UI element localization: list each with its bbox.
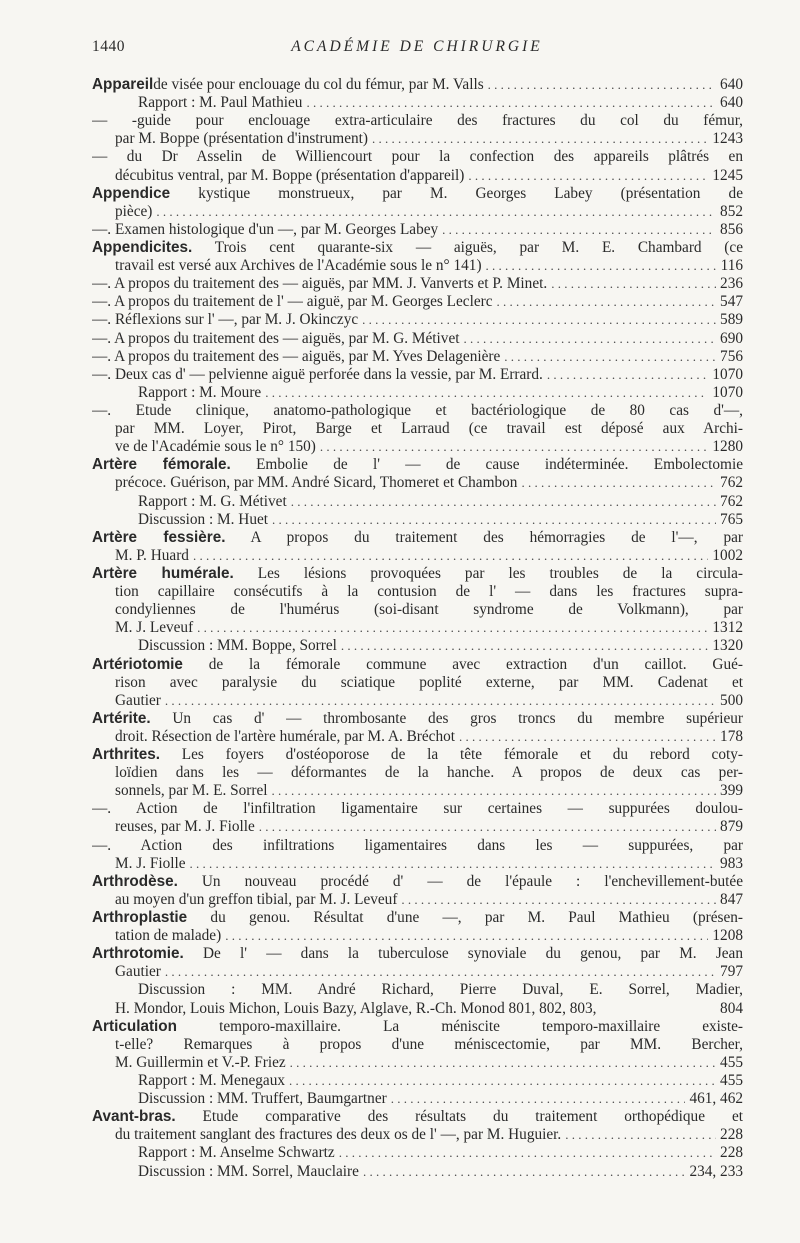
entry-text: Rapport : M. Menegaux bbox=[138, 1072, 285, 1090]
entry-text: reuses, par M. J. Fiolle bbox=[115, 818, 255, 836]
entry-text: —. Action de l'infiltration ligamentaire sur certaines — suppurées doulou- bbox=[92, 800, 743, 818]
entry-line bbox=[92, 293, 743, 311]
entry-line bbox=[92, 637, 743, 655]
dot-leader bbox=[272, 782, 717, 800]
journal-title: ACADÉMIE DE CHIRURGIE bbox=[291, 38, 543, 55]
entry-line bbox=[92, 348, 743, 366]
entry-heading-line bbox=[92, 909, 743, 927]
page-reference: 1070 bbox=[712, 383, 743, 401]
entry-text: kystique monstrueux, par M. Georges Labey (présentation de bbox=[170, 184, 743, 202]
dot-leader bbox=[504, 348, 716, 366]
dot-leader bbox=[362, 311, 716, 329]
entry-text: du genou. Résultat d'une —, par M. Paul Mathieu (présen- bbox=[187, 909, 743, 927]
dot-leader bbox=[265, 384, 708, 402]
dot-leader bbox=[459, 728, 716, 746]
page-reference: 500 bbox=[720, 691, 743, 709]
entry-line bbox=[92, 148, 743, 166]
entry-text: tion capillaire consécutifs à la contusion de l' — dans les fractures supra- bbox=[115, 583, 743, 601]
entry-line bbox=[92, 384, 743, 402]
entry-text: — -guide pour enclouage extra-articulaire des fractures du col du fémur, bbox=[92, 112, 743, 130]
entry-text: M. J. Fiolle bbox=[115, 854, 186, 872]
entry-line bbox=[92, 420, 743, 438]
entry-text: Un nouveau procédé d' — de l'épaule : l'enchevillement-butée bbox=[177, 872, 743, 890]
dot-leader bbox=[488, 76, 716, 94]
entry-line bbox=[92, 1163, 743, 1181]
dot-leader bbox=[306, 94, 716, 112]
page-reference: 234, 233 bbox=[689, 1162, 743, 1180]
dot-leader bbox=[190, 855, 717, 873]
entry-heading: Arthrotomie. bbox=[92, 945, 184, 963]
entry-line bbox=[92, 1054, 743, 1072]
entry-text: —. A propos du traitement des — aiguës, par M. Yves Delagenière bbox=[92, 347, 501, 365]
entry-line bbox=[92, 1072, 743, 1090]
entry-heading-line bbox=[92, 1108, 743, 1126]
index-entry bbox=[92, 909, 743, 945]
dot-leader bbox=[547, 366, 709, 384]
entry-text: Un cas d' — thrombosante des gros troncs du membre supérieur bbox=[150, 709, 743, 727]
entry-text: Discussion : MM. Truffert, Baumgartner bbox=[138, 1090, 387, 1108]
dot-leader bbox=[401, 891, 716, 909]
dot-leader bbox=[551, 275, 716, 293]
entry-heading-line bbox=[92, 185, 743, 203]
entry-text: temporo-maxillaire. La méniscite temporo-maxillaire existe- bbox=[176, 1017, 743, 1035]
entry-text: Rapport : M. Anselme Schwartz bbox=[138, 1144, 335, 1162]
page-number: 1440 bbox=[92, 38, 125, 55]
entry-heading: Arthroplastie bbox=[92, 909, 188, 927]
entry-text: condyliennes de l'humérus (soi-disant syndrome de Volkmann), par bbox=[115, 601, 743, 619]
dot-leader bbox=[165, 963, 716, 981]
entry-text: Rapport : M. G. Métivet bbox=[138, 492, 287, 510]
index-entry bbox=[92, 873, 743, 909]
entry-line bbox=[92, 167, 743, 185]
entry-line bbox=[92, 981, 743, 999]
dot-leader bbox=[486, 257, 717, 275]
page-reference: 852 bbox=[720, 202, 743, 220]
entry-text: De l' — dans la tuberculose synoviale du genou, par M. Jean bbox=[183, 945, 743, 963]
index-entry bbox=[92, 710, 743, 746]
dot-leader bbox=[193, 547, 708, 565]
page-reference: 547 bbox=[720, 293, 743, 311]
dot-leader bbox=[291, 493, 716, 511]
entry-text: au moyen d'un greffon tibial, par M. J. Leveuf bbox=[115, 890, 398, 908]
entry-heading: Artère humérale. bbox=[92, 564, 234, 582]
index-entry bbox=[92, 1108, 743, 1180]
index-entry bbox=[92, 1018, 743, 1109]
dot-leader bbox=[442, 221, 716, 239]
index-entry bbox=[92, 746, 743, 873]
entry-text: pièce) bbox=[115, 202, 153, 220]
entry-line bbox=[92, 837, 743, 855]
entry-text: —. Action des infiltrations ligamentaires dans les — suppurées, par bbox=[92, 836, 743, 854]
entry-heading-line bbox=[92, 873, 743, 891]
page-reference: 589 bbox=[720, 311, 743, 329]
entry-line bbox=[92, 311, 743, 329]
entry-line bbox=[92, 601, 743, 619]
page-reference: 640 bbox=[720, 94, 743, 112]
index-entry bbox=[92, 456, 743, 528]
entry-text: —. A propos du traitement des — aiguës, par M. G. Métivet bbox=[92, 329, 460, 347]
page-reference: 116 bbox=[720, 257, 743, 275]
entry-text: Discussion : M. Huet bbox=[138, 510, 269, 528]
dot-leader bbox=[464, 330, 717, 348]
entry-line bbox=[92, 257, 743, 275]
page-reference: 690 bbox=[720, 329, 743, 347]
running-head bbox=[92, 38, 742, 60]
dot-leader bbox=[197, 619, 708, 637]
page-reference: 797 bbox=[720, 963, 743, 981]
dot-leader bbox=[565, 1126, 716, 1144]
dot-leader bbox=[259, 818, 716, 836]
entry-line bbox=[92, 674, 743, 692]
entry-line bbox=[92, 275, 743, 293]
page-reference: 178 bbox=[720, 727, 743, 745]
page-reference: 640 bbox=[720, 76, 743, 93]
entry-text: Discussion : MM. Sorrel, Mauclaire bbox=[138, 1162, 359, 1180]
entry-text: —. A propos du traitement des — aiguës, par MM. J. Vanverts et P. Minet. bbox=[92, 275, 548, 293]
entry-text: Rapport : M. Paul Mathieu bbox=[138, 94, 303, 112]
entry-heading-line bbox=[92, 529, 743, 547]
entry-text: sonnels, par M. E. Sorrel bbox=[115, 782, 268, 800]
dot-leader bbox=[521, 474, 716, 492]
page-reference: 236 bbox=[720, 275, 743, 293]
entry-text: t-elle? Remarques à propos d'une méniscectomie, par MM. Bercher, bbox=[115, 1035, 743, 1053]
entry-line bbox=[92, 366, 743, 384]
entry-text: travail est versé aux Archives de l'Académie sous le n° 141) bbox=[115, 257, 482, 275]
entry-heading: Avant-bras. bbox=[92, 1108, 176, 1126]
page-reference: 1002 bbox=[712, 546, 743, 564]
entry-line bbox=[92, 927, 743, 945]
entry-text: M. P. Huard bbox=[115, 546, 189, 564]
index-entry bbox=[92, 565, 743, 656]
page-reference: 762 bbox=[720, 492, 743, 510]
entry-line bbox=[92, 493, 743, 511]
entry-heading-line bbox=[92, 565, 743, 583]
entry-line bbox=[92, 547, 743, 565]
entry-text: décubitus ventral, par M. Boppe (présentation d'appareil) bbox=[115, 166, 465, 184]
entry-heading: Articulation bbox=[92, 1017, 177, 1035]
page-reference: 1243 bbox=[712, 130, 743, 148]
page-reference: 804 bbox=[720, 999, 743, 1017]
entry-text: par MM. Loyer, Pirot, Barge et Larraud (ce travail est déposé aux Archi- bbox=[115, 420, 743, 438]
dot-leader bbox=[272, 511, 716, 529]
dot-leader bbox=[156, 203, 716, 221]
page-reference: 1208 bbox=[712, 927, 743, 945]
index-entry bbox=[92, 529, 743, 565]
index-entry bbox=[92, 945, 743, 1017]
entry-line bbox=[92, 692, 743, 710]
entry-text: —. Examen histologique d'un —, par M. Georges Labey bbox=[92, 220, 439, 238]
dot-leader bbox=[290, 1054, 716, 1072]
entry-line bbox=[92, 203, 743, 221]
page-reference: 461, 462 bbox=[689, 1090, 743, 1108]
entry-line bbox=[92, 583, 743, 601]
page-reference: 1280 bbox=[712, 438, 743, 456]
dot-leader bbox=[391, 1090, 686, 1108]
entry-text: rison avec paralysie du sciatique poplité externe, par MM. Cadenat et bbox=[115, 673, 743, 691]
dot-leader bbox=[165, 692, 716, 710]
entry-line bbox=[92, 891, 743, 909]
entry-line bbox=[92, 94, 743, 112]
entry-line bbox=[92, 764, 743, 782]
page-reference: 1320 bbox=[712, 637, 743, 655]
entry-text: par M. Boppe (présentation d'instrument) bbox=[115, 130, 368, 148]
entry-text: H. Mondor, Louis Michon, Louis Bazy, Alglave, R.-Ch. Monod 801, 802, 803, bbox=[115, 999, 597, 1017]
entry-line bbox=[92, 800, 743, 818]
page-reference: 455 bbox=[720, 1053, 743, 1071]
entry-heading-line bbox=[92, 239, 743, 257]
entry-line bbox=[92, 963, 743, 981]
entry-heading: Arthrites. bbox=[92, 746, 160, 764]
page-reference: 765 bbox=[720, 510, 743, 528]
entry-text: de la fémorale commune avec extraction d'un caillot. Gué- bbox=[182, 655, 743, 673]
entry-text: Rapport : M. Moure bbox=[138, 383, 262, 401]
entry-text: —. A propos du traitement de l' — aiguë, par M. Georges Leclerc bbox=[92, 293, 493, 311]
dot-leader bbox=[341, 637, 709, 655]
entry-text: Discussion : MM. Boppe, Sorrel bbox=[138, 637, 337, 655]
entry-line bbox=[92, 1036, 743, 1054]
entry-line bbox=[92, 728, 743, 746]
entry-text: Embolie de l' — de cause indéterminée. Embolectomie bbox=[230, 456, 743, 474]
entry-text: précoce. Guérison, par MM. André Sicard, Thomeret et Chambon bbox=[115, 474, 518, 492]
page-reference: 847 bbox=[720, 890, 743, 908]
entry-text: loïdien dans les — déformantes de la hanche. A propos de deux cas per- bbox=[115, 764, 743, 782]
entry-text: Discussion : MM. André Richard, Pierre Duval, E. Sorrel, Madier, bbox=[138, 981, 743, 999]
entry-line bbox=[92, 1090, 743, 1108]
page-reference: 856 bbox=[720, 220, 743, 238]
entry-line bbox=[92, 511, 743, 529]
entry-text: du traitement sanglant des fractures des deux os de l' —, par M. Huguier. bbox=[115, 1126, 562, 1144]
entry-heading-line bbox=[92, 456, 743, 474]
entry-heading-line bbox=[92, 76, 743, 94]
entry-text: Trois cent quarante-six — aiguës, par M. E. Chambard (ce bbox=[192, 238, 743, 256]
page-reference: 455 bbox=[720, 1072, 743, 1090]
entry-line bbox=[92, 221, 743, 239]
entry-line bbox=[92, 1126, 743, 1144]
entry-text: Gautier bbox=[115, 963, 161, 981]
entry-heading: Appendice bbox=[92, 184, 171, 202]
entry-line bbox=[92, 782, 743, 800]
dot-leader bbox=[372, 130, 708, 148]
entry-heading-line bbox=[92, 656, 743, 674]
entry-line bbox=[92, 438, 743, 456]
entry-heading-line bbox=[92, 710, 743, 728]
dot-leader bbox=[289, 1072, 716, 1090]
page-reference: 756 bbox=[720, 347, 743, 365]
index-entry bbox=[92, 76, 743, 185]
page-reference: 1312 bbox=[712, 619, 743, 637]
entry-line bbox=[92, 112, 743, 130]
dot-leader bbox=[225, 927, 708, 945]
entry-heading: Arthrodèse. bbox=[92, 872, 178, 890]
entry-heading: Appareil bbox=[92, 76, 154, 93]
entry-heading: Artérite. bbox=[92, 709, 151, 727]
entry-text: —. Réflexions sur l' —, par M. J. Okinczyc bbox=[92, 311, 359, 329]
entry-heading-line bbox=[92, 945, 743, 963]
page-reference: 1070 bbox=[712, 365, 743, 383]
page-reference: 879 bbox=[720, 818, 743, 836]
entry-heading-line bbox=[92, 746, 743, 764]
entry-text: M. Guillermin et V.-P. Friez bbox=[115, 1053, 286, 1071]
entry-line bbox=[92, 619, 743, 637]
entry-line bbox=[92, 402, 743, 420]
entry-line bbox=[92, 1144, 743, 1162]
entry-text: Etude comparative des résultats du traitement orthopédique et bbox=[175, 1108, 743, 1126]
entry-text: Les foyers d'ostéoporose de la tête fémorale et du rebord coty- bbox=[160, 746, 743, 764]
dot-leader bbox=[320, 438, 709, 456]
entry-heading: Artère fémorale. bbox=[92, 456, 231, 474]
dot-leader bbox=[497, 293, 717, 311]
entry-heading: Artériotomie bbox=[92, 655, 183, 673]
page-reference: 228 bbox=[720, 1126, 743, 1144]
entry-text: —. Deux cas d' — pelvienne aiguë perforée dans la vessie, par M. Errard. bbox=[92, 365, 543, 383]
entry-text: de visée pour enclouage du col du fémur, par M. Valls bbox=[153, 76, 484, 93]
entry-heading: Artère fessière. bbox=[92, 528, 226, 546]
page-reference: 762 bbox=[720, 474, 743, 492]
entry-text: — du Dr Asselin de Williencourt pour la confection des appareils plâtrés en bbox=[92, 148, 743, 166]
entry-text: Gautier bbox=[115, 691, 161, 709]
page-reference: 399 bbox=[720, 782, 743, 800]
page-reference: 983 bbox=[720, 854, 743, 872]
entry-line bbox=[92, 855, 743, 873]
entry-line bbox=[92, 130, 743, 148]
entry-line bbox=[92, 818, 743, 836]
page-reference: 228 bbox=[720, 1144, 743, 1162]
subject-index bbox=[92, 76, 743, 1181]
entry-text: tation de malade) bbox=[115, 927, 222, 945]
index-entry bbox=[92, 185, 743, 239]
entry-line bbox=[92, 474, 743, 492]
entry-text: Les lésions provoquées par les troubles de la circula- bbox=[233, 564, 743, 582]
entry-line bbox=[92, 330, 743, 348]
dot-leader bbox=[363, 1163, 686, 1181]
entry-text: droit. Résection de l'artère humérale, par M. A. Bréchot bbox=[115, 727, 456, 745]
index-entry bbox=[92, 656, 743, 710]
entry-text: M. J. Leveuf bbox=[115, 619, 194, 637]
entry-line bbox=[92, 1000, 743, 1018]
page-reference: 1245 bbox=[712, 166, 743, 184]
entry-heading: Appendicites. bbox=[92, 238, 193, 256]
entry-text: ve de l'Académie sous le n° 150) bbox=[115, 438, 316, 456]
entry-text: A propos du traitement des hémorragies de l'—, par bbox=[225, 528, 743, 546]
index-entry bbox=[92, 239, 743, 456]
entry-text: —. Etude clinique, anatomo-pathologique et bactériologique de 80 cas d'—, bbox=[92, 401, 743, 419]
dot-leader bbox=[468, 167, 708, 185]
entry-heading-line bbox=[92, 1018, 743, 1036]
dot-leader bbox=[339, 1144, 716, 1162]
